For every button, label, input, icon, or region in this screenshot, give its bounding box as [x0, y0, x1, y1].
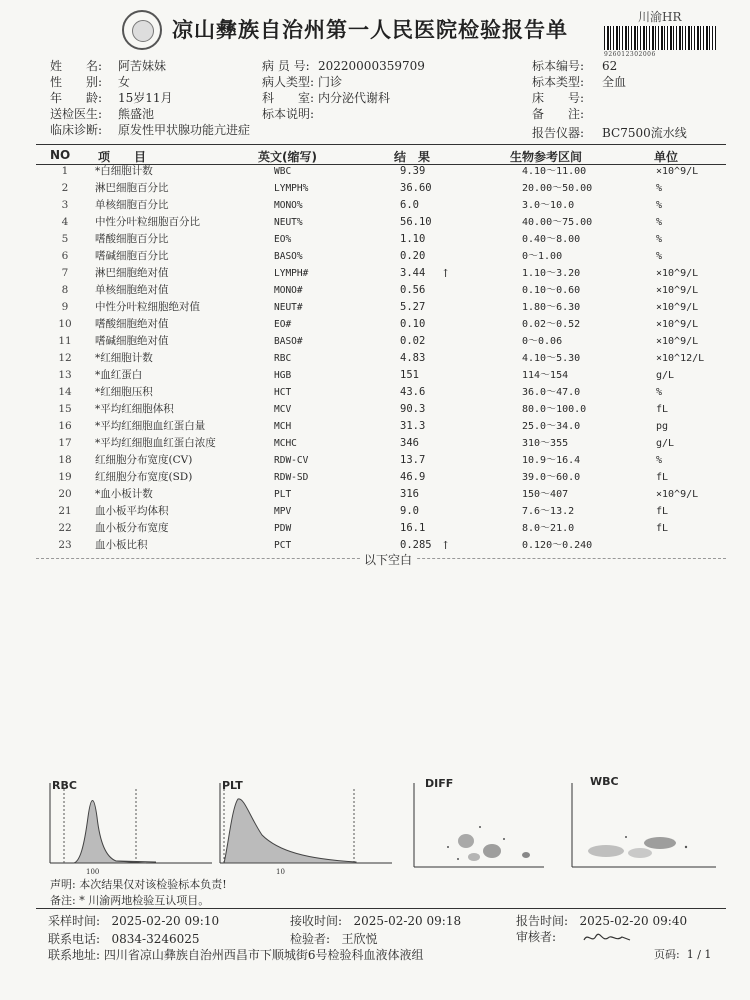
test-abbreviation: MONO%: [274, 200, 303, 211]
test-result: 316: [400, 488, 419, 500]
test-result: 151: [400, 369, 419, 381]
test-result: 36.60: [400, 182, 432, 194]
bed-row: 床 号:: [532, 91, 585, 105]
test-unit: ×10^9/L: [656, 319, 699, 330]
test-abbreviation: EO%: [274, 234, 292, 245]
test-result: 5.27: [400, 301, 426, 313]
row-number: 7: [61, 267, 69, 279]
test-unit: g/L: [656, 370, 675, 381]
test-name: 嗜酸细胞百分比: [95, 233, 169, 245]
report-note: 备注: * 川渝两地检验互认项目。: [50, 894, 210, 907]
col-header-ref: 生物参考区间: [510, 150, 583, 164]
test-name: *红细胞计数: [95, 352, 153, 364]
tester-name: 王欣悦: [341, 932, 378, 946]
test-name: *血红蛋白: [95, 369, 143, 381]
reference-range: 0.40～8.00: [522, 234, 581, 245]
test-abbreviation: NEUT%: [274, 217, 303, 228]
table-row: [0, 469, 750, 486]
table-row: [0, 231, 750, 248]
col-header-result: 结 果: [394, 150, 431, 164]
diff-scattergram: [408, 777, 548, 878]
instrument: BC7500流水线: [602, 126, 687, 140]
test-result: 6.0: [400, 199, 419, 211]
test-result: 56.10: [400, 216, 432, 228]
patient-type: 门诊: [318, 75, 343, 89]
table-row: [0, 418, 750, 435]
footer-rule: [36, 908, 726, 909]
row-number: 23: [58, 539, 72, 551]
test-result: 3.44: [400, 267, 426, 279]
test-abbreviation: RDW-CV: [274, 455, 309, 466]
test-name: *平均红细胞血红蛋白浓度: [95, 437, 216, 449]
row-number: 12: [58, 352, 72, 364]
row-number: 4: [61, 216, 69, 228]
test-name: 血小板比积: [95, 539, 148, 551]
test-result: 16.1: [400, 522, 426, 534]
test-abbreviation: LYMPH%: [274, 183, 309, 194]
test-abbreviation: RDW-SD: [274, 472, 309, 483]
test-name: 中性分叶粒细胞百分比: [95, 216, 200, 228]
plt-histogram: [206, 777, 396, 878]
reviewer-row: 审核者:: [516, 930, 557, 944]
test-name: 嗜酸细胞绝对值: [95, 318, 169, 330]
collect-time: 2025-02-20 09:10: [111, 914, 220, 928]
report-time-row: 报告时间: 2025-02-20 09:40: [516, 914, 688, 928]
test-name: 中性分叶粒细胞绝对值: [95, 301, 200, 313]
reference-range: 4.10～11.00: [522, 166, 587, 177]
test-unit: %: [656, 217, 663, 228]
test-unit: ×10^9/L: [656, 268, 699, 279]
test-abbreviation: BASO%: [274, 251, 303, 262]
patient-name-row: 姓 名: 阿苦妹妹: [50, 59, 167, 73]
reference-range: 0.02～0.52: [522, 319, 581, 330]
test-unit: fL: [656, 472, 669, 483]
test-abbreviation: WBC: [274, 166, 292, 177]
receive-time-row: 接收时间: 2025-02-20 09:18: [290, 914, 462, 928]
end-of-results: 以下空白: [360, 551, 416, 568]
page-row: 页码: 1 / 1: [654, 948, 712, 961]
row-number: 17: [58, 437, 72, 449]
wbc-label: WBC: [590, 775, 619, 788]
test-abbreviation: LYMPH#: [274, 268, 309, 279]
row-number: 16: [58, 420, 72, 432]
table-row: [0, 350, 750, 367]
table-row: [0, 367, 750, 384]
tester-row: 检验者: 王欣悦: [290, 932, 378, 946]
reference-range: 7.6～13.2: [522, 506, 575, 517]
specimen-barcode: [604, 26, 716, 50]
row-number: 6: [61, 250, 69, 262]
test-unit: ×10^9/L: [656, 166, 699, 177]
test-abbreviation: PDW: [274, 523, 292, 534]
table-row: [0, 520, 750, 537]
test-result: 346: [400, 437, 419, 449]
collect-time-row: 采样时间: 2025-02-20 09:10: [48, 914, 220, 928]
test-unit: ×10^12/L: [656, 353, 705, 364]
test-result: 0.20: [400, 250, 426, 262]
test-unit: %: [656, 387, 663, 398]
reference-range: 4.10～5.30: [522, 353, 581, 364]
test-name: 血小板分布宽度: [95, 522, 169, 534]
col-header-item: 项 目: [98, 150, 147, 164]
row-number: 15: [58, 403, 72, 415]
reference-range: 0.10～0.60: [522, 285, 581, 296]
test-unit: %: [656, 251, 663, 262]
hospital-logo: [122, 10, 162, 50]
test-result: 13.7: [400, 454, 426, 466]
reference-range: 40.00～75.00: [522, 217, 593, 228]
rbc-label: RBC: [52, 779, 77, 792]
abnormal-flag: ↑: [441, 267, 451, 280]
department: 内分泌代谢科: [318, 91, 391, 105]
record-row: 病 员 号: 20220000359709: [262, 59, 425, 73]
test-unit: g/L: [656, 438, 675, 449]
table-row: [0, 452, 750, 469]
test-abbreviation: EO#: [274, 319, 292, 330]
table-row: [0, 486, 750, 503]
specimen-note-row: 标本说明:: [262, 107, 315, 121]
mutual-recognition-mark: 川渝HR: [638, 10, 682, 24]
table-row: [0, 384, 750, 401]
table-row: [0, 180, 750, 197]
test-unit: pg: [656, 421, 669, 432]
table-row: [0, 316, 750, 333]
reference-range: 25.0～34.0: [522, 421, 581, 432]
test-unit: %: [656, 234, 663, 245]
test-result: 0.02: [400, 335, 426, 347]
reference-range: 0.120～0.240: [522, 540, 593, 551]
test-abbreviation: HGB: [274, 370, 292, 381]
reference-range: 0～0.06: [522, 336, 563, 347]
table-row: [0, 214, 750, 231]
patient-age: 15岁11月: [118, 91, 173, 105]
specimen-number: 62: [602, 59, 618, 73]
patient-type-row: 病人类型: 门诊: [262, 75, 343, 89]
test-result: 90.3: [400, 403, 426, 415]
row-number: 10: [58, 318, 72, 330]
test-result: 4.83: [400, 352, 426, 364]
test-result: 1.10: [400, 233, 426, 245]
row-number: 14: [58, 386, 72, 398]
rbc-histogram: [36, 777, 216, 878]
col-header-abbr: 英文(缩写): [258, 150, 317, 164]
hospital-address: 四川省凉山彝族自治州西昌市下顺城街6号检验科血液体液组: [103, 948, 424, 962]
report-statement: 声明: 本次结果仅对该检验标本负责!: [50, 878, 227, 891]
test-result: 9.39: [400, 165, 426, 177]
wbc-scatter-plot: [566, 777, 722, 878]
row-number: 1: [61, 165, 69, 177]
test-name: *白细胞计数: [95, 165, 153, 177]
table-top-rule: [36, 144, 726, 145]
table-row: [0, 197, 750, 214]
test-name: 嗜碱细胞绝对值: [95, 335, 169, 347]
plt-histogram-plot: [206, 777, 396, 878]
diff-label: DIFF: [425, 777, 454, 790]
table-row: [0, 333, 750, 350]
reference-range: 1.10～3.20: [522, 268, 581, 279]
svg-text:10: 10: [276, 868, 285, 876]
test-abbreviation: NEUT#: [274, 302, 303, 313]
test-name: 红细胞分布宽度(SD): [95, 471, 193, 483]
test-name: *平均红细胞体积: [95, 403, 174, 415]
phone-row: 联系电话: 0834-3246025: [48, 932, 200, 946]
table-row: [0, 435, 750, 452]
barcode-number: 926012302006: [604, 51, 656, 58]
reference-range: 10.9～16.4: [522, 455, 581, 466]
abnormal-flag: ↑: [441, 539, 451, 552]
test-unit: fL: [656, 404, 669, 415]
table-row: [0, 401, 750, 418]
report-title: 凉山彝族自治州第一人民医院检验报告单: [172, 18, 568, 42]
test-result: 0.10: [400, 318, 426, 330]
test-result: 31.3: [400, 420, 426, 432]
test-result: 9.0: [400, 505, 419, 517]
test-unit: %: [656, 200, 663, 211]
test-name: 单核细胞百分比: [95, 199, 169, 211]
reference-range: 39.0～60.0: [522, 472, 581, 483]
reference-range: 3.0～10.0: [522, 200, 575, 211]
row-number: 19: [58, 471, 72, 483]
dept-row: 科 室: 内分泌代谢科: [262, 91, 391, 105]
instrument-row: 报告仪器: BC7500流水线: [532, 126, 687, 140]
patient-sex-row: 性 别: 女: [50, 75, 131, 89]
test-unit: ×10^9/L: [656, 285, 699, 296]
test-abbreviation: HCT: [274, 387, 292, 398]
test-name: 血小板平均体积: [95, 505, 169, 517]
reference-range: 20.00～50.00: [522, 183, 593, 194]
reference-range: 80.0～100.0: [522, 404, 587, 415]
reference-range: 150～407: [522, 489, 569, 500]
doctor-row: 送检医生: 熊盛池: [50, 107, 155, 121]
test-unit: %: [656, 183, 663, 194]
test-abbreviation: MPV: [274, 506, 292, 517]
table-row: [0, 248, 750, 265]
clinical-diagnosis: 原发性甲状腺功能亢进症: [118, 123, 251, 137]
reviewer-signature: [580, 928, 636, 948]
test-result: 0.56: [400, 284, 426, 296]
test-abbreviation: PCT: [274, 540, 292, 551]
doctor-name: 熊盛池: [118, 107, 155, 121]
patient-name: 阿苦妹妹: [118, 59, 167, 73]
table-row: [0, 503, 750, 520]
test-result: 43.6: [400, 386, 426, 398]
svg-text:100: 100: [86, 868, 100, 876]
test-name: *平均红细胞血红蛋白量: [95, 420, 206, 432]
page-number: 1 / 1: [686, 948, 712, 961]
results-table-body: [0, 163, 750, 553]
test-abbreviation: MONO#: [274, 285, 303, 296]
specimen-no-row: 标本编号: 62: [532, 59, 618, 73]
remark-row: 备 注:: [532, 107, 585, 121]
row-number: 11: [58, 335, 72, 347]
test-name: *红细胞压积: [95, 386, 153, 398]
test-unit: fL: [656, 506, 669, 517]
plt-label: PLT: [222, 779, 243, 792]
reference-range: 310～355: [522, 438, 569, 449]
row-number: 5: [61, 233, 69, 245]
report-time: 2025-02-20 09:40: [579, 914, 688, 928]
test-unit: %: [656, 455, 663, 466]
test-name: 淋巴细胞绝对值: [95, 267, 169, 279]
test-name: 嗜碱细胞百分比: [95, 250, 169, 262]
row-number: 22: [58, 522, 72, 534]
row-number: 3: [61, 199, 69, 211]
test-abbreviation: PLT: [274, 489, 292, 500]
reference-range: 114～154: [522, 370, 569, 381]
test-result: 0.285: [400, 539, 432, 551]
test-name: 淋巴细胞百分比: [95, 182, 169, 194]
reference-range: 8.0～21.0: [522, 523, 575, 534]
row-number: 18: [58, 454, 72, 466]
test-name: *血小板计数: [95, 488, 153, 500]
test-unit: ×10^9/L: [656, 336, 699, 347]
test-result: 46.9: [400, 471, 426, 483]
test-abbreviation: RBC: [274, 353, 292, 364]
test-abbreviation: MCHC: [274, 438, 297, 449]
specimen-type: 全血: [602, 75, 627, 89]
test-abbreviation: MCH: [274, 421, 292, 432]
test-abbreviation: MCV: [274, 404, 292, 415]
col-header-unit: 单位: [654, 150, 679, 164]
address-row: 联系地址: 四川省凉山彝族自治州西昌市下顺城街6号检验科血液体液组: [48, 948, 424, 962]
patient-age-row: 年 龄: 15岁11月: [50, 91, 173, 105]
record-number: 20220000359709: [318, 59, 425, 73]
test-unit: ×10^9/L: [656, 489, 699, 500]
row-number: 21: [58, 505, 72, 517]
row-number: 2: [61, 182, 69, 194]
reference-range: 36.0～47.0: [522, 387, 581, 398]
table-row: [0, 163, 750, 180]
test-name: 单核细胞绝对值: [95, 284, 169, 296]
diff-scatter-plot: [408, 777, 548, 878]
row-number: 9: [61, 301, 69, 313]
patient-sex: 女: [118, 75, 131, 89]
row-number: 20: [58, 488, 72, 500]
test-unit: fL: [656, 523, 669, 534]
wbc-scattergram: [566, 777, 722, 878]
diagnosis-row: 临床诊断: 原发性甲状腺功能亢进症: [50, 123, 251, 137]
receive-time: 2025-02-20 09:18: [353, 914, 462, 928]
row-number: 8: [61, 284, 69, 296]
table-row: [0, 265, 750, 282]
table-row: [0, 282, 750, 299]
test-unit: ×10^9/L: [656, 302, 699, 313]
test-name: 红细胞分布宽度(CV): [95, 454, 193, 466]
reference-range: 0～1.00: [522, 251, 563, 262]
specimen-type-row: 标本类型: 全血: [532, 75, 627, 89]
test-abbreviation: BASO#: [274, 336, 303, 347]
reference-range: 1.80～6.30: [522, 302, 581, 313]
row-number: 13: [58, 369, 72, 381]
rbc-histogram-plot: [36, 777, 216, 878]
table-row: [0, 299, 750, 316]
col-header-no: NO: [50, 148, 71, 162]
phone-number: 0834-3246025: [111, 932, 200, 946]
